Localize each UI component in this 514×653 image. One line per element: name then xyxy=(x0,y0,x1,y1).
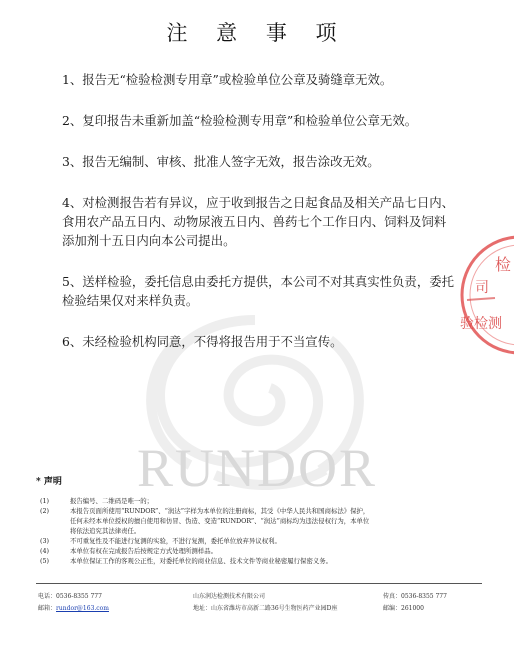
footer-company: 山东润达检测技术有限公司 xyxy=(193,593,266,600)
phone-value: 0536-8355 777 xyxy=(56,593,102,600)
fax-label: 传真： xyxy=(383,593,402,600)
declaration-item xyxy=(40,556,490,566)
email-label: 邮箱： xyxy=(38,605,57,612)
declaration-item xyxy=(40,496,490,506)
declaration-heading: * 声明 xyxy=(36,477,62,487)
footer-phone xyxy=(38,591,109,603)
declaration-text: 不可重复性及不能进行复测的实验，不进行复测，委托单位放弃异议权利。 xyxy=(70,537,281,545)
notice-item-1: 1、报告无“检验检测专用章”或检验单位公章及骑缝章无效。 xyxy=(62,72,393,87)
declaration-text: 本报告页面所使用“RUNDOR”、“润达”字样为本单位的注册商标，其受《中华人民共和国商标法》保护， 任何未经本单位授权的擅自使用和仿冒、伪造、变造“RUNDOR”、“润达”商标均为违法侵权行为，本单位 将依法追究其法律责任。 xyxy=(70,507,370,535)
svg-text:验检测: 验检测 xyxy=(460,316,502,332)
declaration-number: (3) xyxy=(40,537,50,545)
declaration-number: (1) xyxy=(40,497,50,505)
declaration-text: 本单位保证工作的客观公正性，对委托单位的商业信息、技术文件等商业秘密履行保密义务。 xyxy=(70,557,333,565)
declaration-list xyxy=(40,496,490,566)
footer-email xyxy=(38,603,109,615)
page-title: 注 意 事 项 xyxy=(166,21,348,45)
svg-text:司: 司 xyxy=(475,280,489,296)
footer-address: 地址：山东省潍坊市高新二路36号生物医药产业园D座 xyxy=(193,605,338,612)
declaration-number: (5) xyxy=(40,557,50,565)
notice-item-2: 2、复印报告未重新加盖“检验检测专用章”和检验单位公章无效。 xyxy=(62,113,418,128)
declaration-text: 本单位有权在完成报告后按规定方式处理所测样品。 xyxy=(70,547,217,555)
declaration-item xyxy=(40,536,490,546)
declaration-item xyxy=(40,546,490,556)
email-link[interactable]: rundor@163.com xyxy=(56,605,109,612)
declaration-number: (2) xyxy=(40,507,50,515)
svg-text:检: 检 xyxy=(495,255,512,274)
postcode-value: 261000 xyxy=(401,605,424,612)
watermark-text: RUNDOR xyxy=(136,438,378,498)
postcode-label: 邮编： xyxy=(383,605,402,612)
declaration-text: 报告编号、二维码是唯一的； xyxy=(70,497,154,505)
declaration-number: (4) xyxy=(40,547,50,555)
phone-label: 电话： xyxy=(38,593,57,600)
notice-item-6: 6、未经检验机构同意，不得将报告用于不当宣传。 xyxy=(62,334,343,349)
notice-item-3: 3、报告无编制、审核、批准人签字无效，报告涂改无效。 xyxy=(62,154,380,169)
fax-value: 0536-8355 777 xyxy=(401,593,447,600)
declaration-item xyxy=(40,506,490,536)
footer-postcode xyxy=(383,603,447,615)
notice-item-4: 4、对检测报告若有异议，应于收到报告之日起食品及相关产品七日内、 食用农产品五日内、动物尿液五日内、兽药七个工作日内、饲料及饲料 添加剂十五日内向本公司提出。 xyxy=(62,195,454,248)
notice-list xyxy=(62,70,482,373)
footer-divider xyxy=(36,583,482,584)
footer-fax xyxy=(383,591,447,603)
notice-item-5: 5、送样检验，委托信息由委托方提供，本公司不对其真实性负责，委托 检验结果仅对来样负责。 xyxy=(62,274,454,308)
